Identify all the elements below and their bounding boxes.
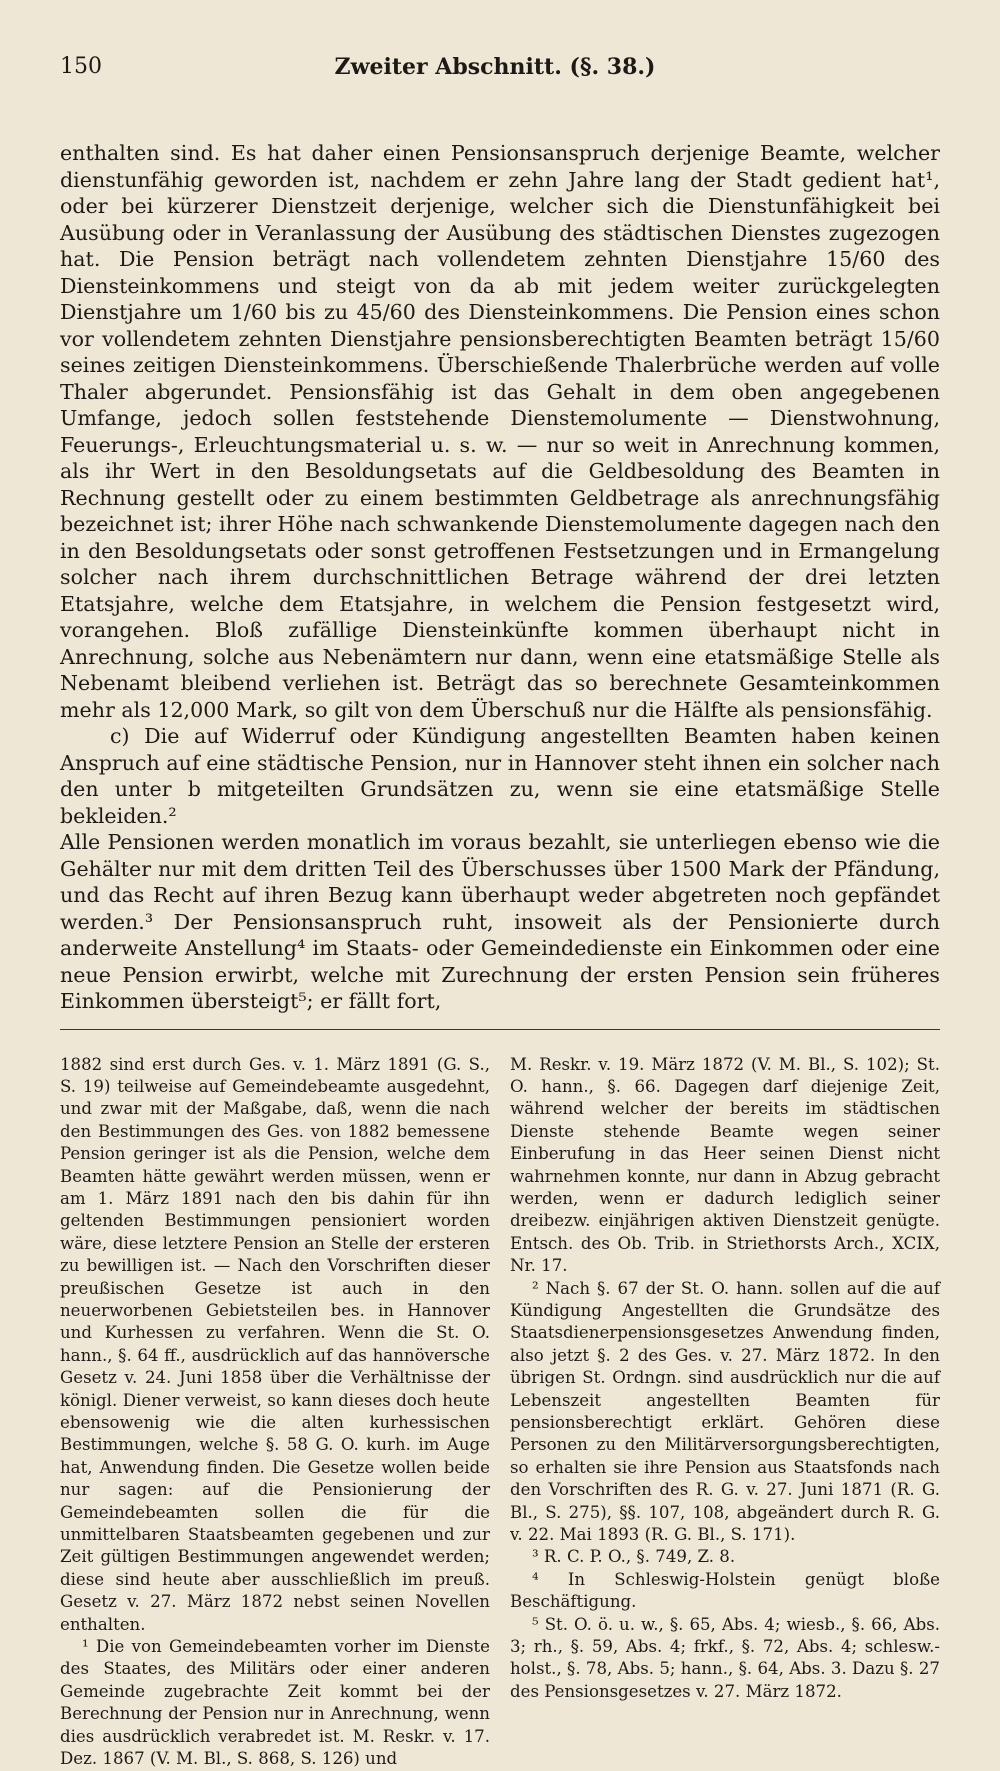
footnote-text: M. Reskr. v. 19. März 1872 (V. M. Bl., S. 102); St. O. hann., §. 66. Dagegen darf diejenige Zeit, während welcher der bereits im städtischen Dienste stehende Beamte wegen seiner Einberufung in das Heer seinen Dienst nicht wahrnehmen konnte, nur dann in Abzug gebracht werden, wenn er dadurch lediglich seiner dreibezw. einjährigen aktiven Dienstzeit genügte. Entsch. des Ob. Trib. in Striethorsts Arch., XCIX, Nr. 17. <box>510 1054 940 1276</box>
main-paragraph: enthalten sind. Es hat daher einen Pensionsanspruch derjenige Beamte, welcher dienstunfähig geworden ist, nachdem er zehn Jahre lang der Stadt gedient hat¹, oder bei kürzerer Dienstzeit derjenige, welcher sich die Dienstunfähigkeit bei Ausübung oder in Veranlassung der Ausübung des städtischen Dienstes zugezogen hat. Die Pension beträgt nach vollendetem zehnten Dienstjahre 15/60 des Diensteinkommens und steigt von da ab mit jedem weiter zurückgelegten Dienstjahre um 1/60 bis zu 45/60 des Diensteinkommens. Die Pension eines schon vor vollendetem zehnten Dienstjahre pensionsberechtigten Beamten beträgt 15/60 seines zeitigen Diensteinkommens. Überschießende Thalerbrüche werden auf volle Thaler abgerundet. Pensionsfähig ist das Gehalt in dem oben angegebenen Umfange, jedoch sollen feststehende Dienstemolumente — Dienstwohnung, Feuerungs-, Erleuchtungsmaterial u. s. w. — nur so weit in Anrechnung kommen, als ihr Wert in den Besoldungsetats auf die Geldbesoldung des Beamten in Rechnung gestellt oder zu einem bestimmten Geldbetrage als anrechnungsfähig bezeichnet ist; ihrer Höhe nach schwankende Dienstemolumente dagegen nach den in den Besoldungsetats oder sonst getroffenen Festsetzungen und in Ermangelung solcher nach ihrem durchschnittlichen Betrage während der drei letzten Etatsjahre, welche dem Etatsjahre, in welchem die Pension festgesetzt wird, vorangehen. Bloß zufällige Diensteinkünfte kommen überhaupt nicht in Anrechnung, solche aus Nebenämtern nur dann, wenn eine etatsmäßige Stelle als Nebenamt bleibend verliehen ist. Beträgt das so berechnete Gesamteinkommen mehr als 12,000 Mark, so gilt von dem Überschuß nur die Hälfte als pensionsfähig. <box>60 141 940 722</box>
main-text <box>60 140 940 1015</box>
footnote-column-left <box>60 1054 490 1771</box>
footnote-text: 1882 sind erst durch Ges. v. 1. März 1891 (G. S., S. 19) teilweise auf Gemeindebeamte ausgedehnt, und zwar mit der Maßgabe, daß, wenn die nach den Bestimmungen des Ges. von 1882 bemessene Pension geringer ist als die Pension, welche dem Beamten hätte gewährt werden müssen, wenn er am 1. März 1891 nach den bis dahin für ihn geltenden Bestimmungen pensioniert worden wäre, diese letztere Pension an Stelle der ersteren zu bewilligen ist. — Nach den Vorschriften dieser preußischen Gesetze ist auch in den neuerworbenen Gebietsteilen bes. in Hannover und Kurhessen zu verfahren. Wenn die St. O. hann., §. 64 ff., ausdrücklich auf das hannöversche Gesetz v. 24. Juni 1858 über die Verhältnisse der königl. Diener verweist, so kann dieses doch heute ebensowenig wie die alten kurhessischen Bestimmungen, welche §. 58 G. O. kurh. im Auge hat, Anwendung finden. Die Gesetze wollen beide nur sagen: auf die Pensionierung der Gemeindebeamten sollen die für die unmittelbaren Staatsbeamten gegebenen und zur Zeit gültigen Bestimmungen angewendet werden; diese sind heute aber ausschließlich im preuß. Gesetz v. 27. März 1872 nebst seinen Novellen enthalten. <box>60 1054 490 1634</box>
footnote-3: ³ R. C. P. O., §. 749, Z. 8. <box>532 1547 736 1567</box>
footnote-5: ⁵ St. O. ö. u. w., §. 65, Abs. 4; wiesb., §. 66, Abs. 3; rh., §. 59, Abs. 4; frkf., §. 72, Abs. 4; schlesw.-holst., §. 78, Abs. 5; hann., §. 64, Abs. 3. Dazu §. 27 des Pensionsgesetzes v. 27. März 1872. <box>510 1614 940 1701</box>
footnote-separator <box>60 1029 940 1030</box>
page-number: 150 <box>60 54 102 79</box>
footnote-1: ¹ Die von Gemeindebeamten vorher im Dienste des Staates, des Militärs oder einer anderen Gemeinde zugebrachte Zeit kommt bei der Berechnung der Pension nur in Anrechnung, wenn dies ausdrücklich verabredet ist. M. Reskr. v. 17. Dez. 1867 (V. M. Bl., S. 868, S. 126) und <box>60 1637 490 1769</box>
footnote-2: ² Nach §. 67 der St. O. hann. sollen auf die auf Kündigung Angestellten die Grundsätze des Staatsdienerpensionsgesetzes Anwendung finden, also jetzt §. 2 des Ges. v. 27. März 1872. In den übrigen St. Ordngn. sind ausdrücklich nur die auf Lebenszeit angestellten Beamten für pensionsberechtigt erklärt. Gehören diese Personen zu den Militärversorgungsberechtigten, so erhalten sie ihre Pension aus Staatsfonds nach den Vorschriften des R. G. v. 27. Juni 1871 (R. G. Bl., S. 275), §§. 107, 108, abgeändert durch R. G. v. 22. Mai 1893 (R. G. Bl., S. 171). <box>510 1278 940 1545</box>
running-header <box>50 48 940 88</box>
footnote-column-right <box>510 1054 940 1771</box>
running-title: Zweiter Abschnitt. (§. 38.) <box>334 54 656 80</box>
main-paragraph: c) Die auf Widerruf oder Kündigung angestellten Beamten haben keinen Anspruch auf eine städtische Pension, nur in Hannover steht ihnen ein solcher nach den unter b mitgeteilten Grundsätzen zu, wenn sie eine etatsmäßige Stelle bekleiden.² <box>60 724 940 828</box>
footnote-4: ⁴ In Schleswig-Holstein genügt bloße Beschäftigung. <box>510 1569 940 1612</box>
main-paragraph: Alle Pensionen werden monatlich im voraus bezahlt, sie unterliegen ebenso wie die Gehälter nur mit dem dritten Teil des Überschusses über 1500 Mark der Pfändung, und das Recht auf ihren Bezug kann überhaupt weder abgetreten noch gepfändet werden.³ Der Pensionsanspruch ruht, insoweit als der Pensionierte durch anderweite Anstellung⁴ im Staats- oder Gemeindedienste ein Einkommen oder eine neue Pension erwirbt, welche mit Zurechnung der ersten Pension sein früheres Einkommen übersteigt⁵; er fällt fort, <box>60 830 940 1013</box>
footnotes <box>60 1054 940 1771</box>
